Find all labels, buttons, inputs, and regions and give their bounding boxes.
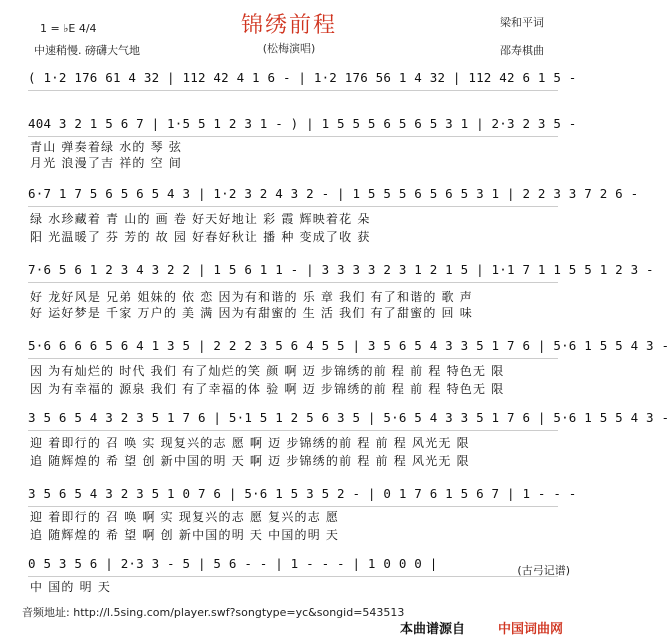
singer-credit: (松梅演唱) [262, 42, 316, 55]
score-system-4 [0, 262, 654, 320]
lyric-verse-1: 因 为有灿烂的 时代 我们 有了灿烂的笑 颜 啊 迈 步锦绣的前 程 前 程 特色无 限 [30, 364, 505, 378]
notation-line: ( 1·2 176 61 4 32 | 112 42 4 1 6 - | 1·2 176 56 1 4 32 | 112 42 6 1 5 - [28, 70, 577, 85]
composer-credit: 邵寿棋曲 [500, 44, 544, 57]
score-system-6 [0, 410, 669, 468]
notation-line: 404 3 2 1 5 6 7 | 1·5 5 1 2 3 1 - ) | 1 5 5 5 6 5 6 5 3 1 | 2·3 2 3 5 - [28, 116, 577, 131]
lyric-verse-2: 月光 浪漫了吉 祥的 空 间 [30, 156, 183, 170]
notation-line: 7·6 5 6 1 2 3 4 3 2 2 | 1 5 6 1 1 - | 3 3 3 3 2 3 1 2 1 5 | 1·1 7 1 1 5 5 1 2 3 - [28, 262, 654, 277]
key-signature: 1 = ♭E 4/4 [40, 22, 97, 35]
beam-line [28, 206, 558, 207]
score-system-2 [0, 116, 578, 174]
beam-line [28, 576, 558, 577]
audio-url[interactable]: http://l.5sing.com/player.swf?songtype=yc&songid=543513 [73, 606, 405, 619]
beam-line [28, 358, 558, 359]
song-title: 锦绣前程 [240, 13, 337, 38]
notation-line: 6·7 1 7 5 6 5 6 5 4 3 | 1·2 3 2 4 3 2 - | 1 5 5 5 6 5 6 5 3 1 | 2 2 3 3 7 2 6 - [28, 186, 639, 201]
score-system-5 [0, 338, 669, 396]
score-system-3 [0, 186, 639, 244]
lyric-verse-2: 好 运好梦是 千家 万户的 美 满 因为有甜蜜的 生 活 我们 有了甜蜜的 回 味 [30, 306, 473, 320]
lyric-verse-1: 好 龙好风是 兄弟 姐妹的 依 恋 因为有和谐的 乐 章 我们 有了和谐的 歌 声 [30, 290, 473, 304]
lyric-verse-2: 阳 光温暖了 芬 芳的 故 园 好春好秋让 播 种 变成了收 获 [30, 230, 371, 244]
watermark-site: 中国词曲网 [498, 622, 564, 637]
beam-line [28, 136, 558, 137]
notation-line: 3 5 6 5 4 3 2 3 5 1 7 6 | 5·1 5 1 2 5 6 3 5 | 5·6 5 4 3 3 5 1 7 6 | 5·6 1 5 5 4 3 - [28, 410, 669, 425]
lyricist-credit: 梁和平词 [500, 16, 544, 29]
beam-line [28, 90, 558, 91]
transcriber-credit: (古弓记谱) [517, 564, 570, 577]
audio-link[interactable] [22, 604, 404, 620]
beam-line [28, 506, 558, 507]
score-system-7 [0, 486, 578, 544]
lyric-verse-2: 追 随辉煌的 希 望 啊 创 新中国的明 天 中国的明 天 [30, 528, 340, 542]
lyric-verse-1: 迎 着即行的 召 唤 实 现复兴的志 愿 啊 迈 步锦绣的前 程 前 程 风光无 限 [30, 436, 470, 450]
lyric-verse-1: 青山 弹奏着绿 水的 琴 弦 [30, 140, 183, 154]
notation-line: 0 5 3 5 6 | 2·3 3 - 5 | 5 6 - - | 1 - - - | 1 0 0 0 | [28, 556, 438, 571]
beam-line [28, 430, 558, 431]
audio-label: 音频地址: [22, 606, 70, 619]
lyric-verse-1: 迎 着即行的 召 唤 啊 实 现复兴的志 愿 复兴的志 愿 [30, 510, 340, 524]
lyric-verse-2: 因 为有幸福的 源泉 我们 有了幸福的体 验 啊 迈 步锦绣的前 程 前 程 特色无 限 [30, 382, 505, 396]
notation-line: 5·6 6 6 6 5 6 4 1 3 5 | 2 2 2 3 5 6 4 5 5 | 3 5 6 5 4 3 3 5 1 7 6 | 5·6 1 5 5 4 3 - [28, 338, 669, 353]
watermark-source: 本曲谱源自 [400, 622, 466, 637]
tempo-marking: 中速稍慢. 磅礴大气地 [34, 44, 140, 57]
lyric-verse-1: 绿 水珍藏着 青 山的 画 卷 好天好地让 彩 霞 辉映着花 朵 [30, 212, 371, 226]
lyric-verse-1: 中 国的 明 天 [30, 580, 112, 594]
lyric-verse-2: 追 随辉煌的 希 望 创 新中国的明 天 啊 迈 步锦绣的前 程 前 程 风光无 限 [30, 454, 470, 468]
beam-line [28, 282, 558, 283]
notation-line: 3 5 6 5 4 3 2 3 5 1 0 7 6 | 5·6 1 5 3 5 2 - | 0 1 7 6 1 5 6 7 | 1 - - - [28, 486, 577, 501]
